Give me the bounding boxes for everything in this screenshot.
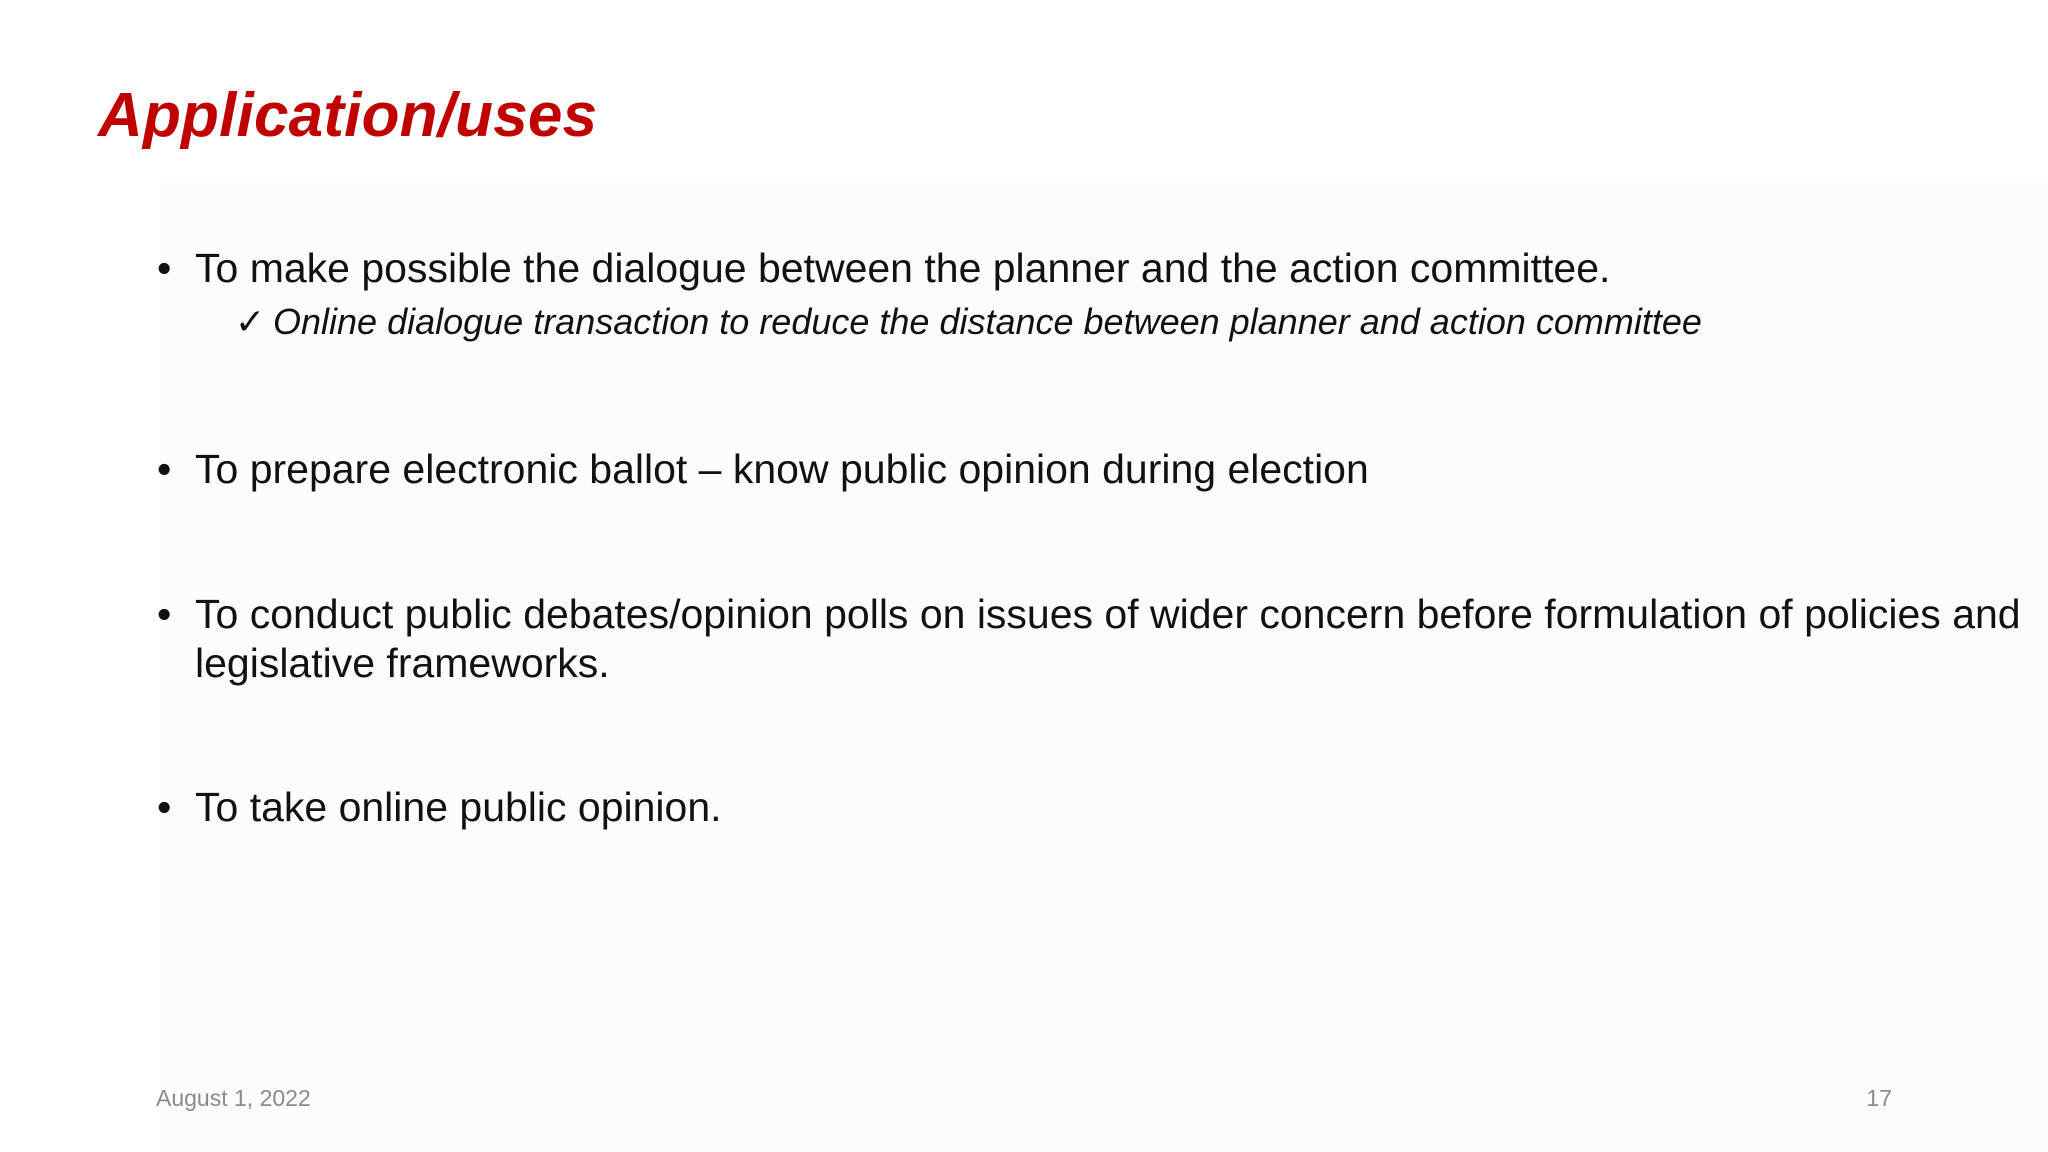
bullet-dot: •	[157, 446, 172, 492]
sub-bullet-text: Online dialogue transaction to reduce the distance between planner and action committee	[273, 301, 1702, 342]
bullet-text: To make possible the dialogue between the planner and the action committee.	[195, 245, 1611, 291]
bullet-text: To prepare electronic ballot – know public opinion during election	[195, 446, 1369, 492]
slide-page-number: 17	[1866, 1085, 1892, 1111]
slide-title: Application/uses	[98, 81, 598, 150]
footer-date: August 1, 2022	[156, 1085, 311, 1111]
bullet-text: To take online public opinion.	[195, 784, 722, 830]
checkmark-icon: ✓	[235, 301, 266, 342]
bullet-dot: •	[157, 245, 172, 291]
bullet-dot: •	[157, 784, 172, 830]
bullet-text: To conduct public debates/opinion polls on issues of wider concern before formulation of policies and legislative frameworks.	[195, 591, 2021, 686]
bullet-dot: •	[157, 591, 172, 637]
